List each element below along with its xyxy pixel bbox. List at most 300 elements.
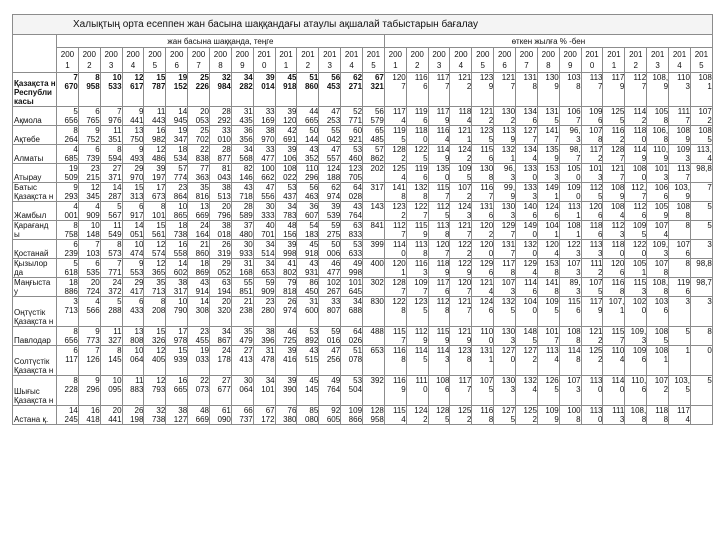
cell-text: 107 <box>698 107 712 116</box>
cell-text: 4 <box>95 297 100 306</box>
cell-text: 8 <box>445 230 450 239</box>
cell-text: 34 <box>287 202 297 211</box>
cell-text: 25 <box>200 73 210 82</box>
percent-cell <box>384 221 406 240</box>
income-cell <box>57 376 79 406</box>
income-cell <box>231 406 253 425</box>
table-row <box>13 327 713 346</box>
cell-text: 6 <box>554 211 559 220</box>
cell-text: 478 <box>261 355 275 364</box>
cell-text: 34 <box>243 73 253 82</box>
percent-cell <box>428 278 450 297</box>
cell-text: 108 <box>632 164 647 173</box>
cell-text: 89, <box>569 278 581 287</box>
cell-text: 86 <box>309 278 319 287</box>
percent-cell <box>669 278 691 297</box>
cell-text: 0 <box>641 135 647 144</box>
percent-cell <box>450 107 472 126</box>
cell-text: 98,7 <box>696 278 712 287</box>
cell-text: 112 <box>633 202 647 211</box>
income-cell <box>122 406 144 425</box>
cell-text: 79 <box>287 278 297 287</box>
percent-cell <box>581 406 603 425</box>
income-cell <box>144 73 166 107</box>
year-text: 200 <box>126 50 140 59</box>
income-cell <box>78 259 100 278</box>
cell-text: 7 <box>466 287 472 296</box>
cell-text: 860 <box>304 82 319 91</box>
cell-text: 579 <box>370 116 384 125</box>
cell-text: 5 <box>466 173 472 182</box>
year-text: 200 <box>104 50 118 59</box>
income-cell <box>210 183 232 202</box>
cell-text: 4 <box>73 145 78 154</box>
cell-text: 11 <box>135 376 144 385</box>
cell-text: 107 <box>589 126 603 135</box>
cell-text: 892 <box>304 336 319 345</box>
cell-text: 998 <box>283 249 297 258</box>
cell-text: 156 <box>283 230 297 239</box>
cell-text: 10 <box>178 202 188 211</box>
income-cell <box>363 406 385 425</box>
income-cell <box>341 107 363 126</box>
region-name: Қарағанд ы <box>13 221 57 240</box>
cell-text: 164 <box>195 230 210 239</box>
cell-text: 134 <box>523 107 537 116</box>
cell-text: 108 <box>610 202 625 211</box>
income-cell <box>297 107 319 126</box>
income-cell <box>210 240 232 259</box>
cell-text: 738 <box>173 230 188 239</box>
year-header <box>384 48 406 73</box>
percent-cell <box>494 278 516 297</box>
cell-text: 3 <box>619 415 625 424</box>
cell-text: 5 <box>554 385 559 394</box>
cell-text: 8 <box>663 268 669 277</box>
income-cell <box>57 202 79 221</box>
percent-cell <box>647 346 669 376</box>
year-text: 201 <box>344 50 359 59</box>
cell-text: 115 <box>392 406 406 415</box>
percent-cell <box>690 278 712 297</box>
percent-cell <box>690 259 712 278</box>
cell-text: 701 <box>261 230 275 239</box>
cell-text: 321 <box>370 82 384 91</box>
cell-text: 55 <box>243 278 253 287</box>
cell-text: 53 <box>353 240 363 249</box>
cell-text: 23 <box>90 164 100 173</box>
cell-text: 7 <box>685 173 690 182</box>
cell-text: 6 <box>641 385 647 394</box>
cell-text: 152 <box>173 82 188 91</box>
percent-cell <box>472 259 494 278</box>
income-cell <box>144 126 166 145</box>
cell-text: 0 <box>401 249 406 258</box>
cell-text: 30 <box>243 240 253 249</box>
cell-text: 6 <box>663 306 669 315</box>
income-cell <box>253 145 275 164</box>
income-cell <box>166 202 188 221</box>
table-row <box>13 126 713 145</box>
percent-cell <box>690 164 712 183</box>
year-header <box>231 48 253 73</box>
cell-text: 53 <box>287 183 297 192</box>
cell-text: 120 <box>436 240 450 249</box>
percent-cell <box>516 406 538 425</box>
cell-text: 47 <box>331 346 341 355</box>
income-cell <box>100 164 122 183</box>
cell-text: 19 <box>68 164 78 173</box>
cell-text: 435 <box>239 116 253 125</box>
cell-text: 116 <box>414 259 428 268</box>
cell-text: 317 <box>370 183 384 192</box>
income-cell <box>166 327 188 346</box>
cell-text: 38 <box>221 183 231 192</box>
table-row <box>13 278 713 297</box>
percent-cell <box>647 202 669 221</box>
cell-text: 5 <box>598 192 603 201</box>
cell-text: 5 <box>488 135 494 144</box>
percent-cell <box>625 221 647 240</box>
percent-cell <box>669 259 691 278</box>
percent-cell <box>647 297 669 327</box>
percent-cell <box>603 240 625 259</box>
cell-text: 132 <box>523 240 537 249</box>
cell-text: 443 <box>151 116 166 125</box>
cell-text: 6 <box>598 230 603 239</box>
income-cell <box>100 278 122 297</box>
cell-text: 124 <box>457 145 472 154</box>
income-cell <box>122 73 144 107</box>
cell-text: 45 <box>309 240 319 249</box>
cell-text: 105 <box>567 164 581 173</box>
cell-text: 14 <box>200 297 210 306</box>
cell-text: 38 <box>178 406 188 415</box>
cell-text: 48 <box>287 221 297 230</box>
cell-text: 6 <box>73 240 78 249</box>
cell-text: 7 <box>554 336 559 345</box>
percent-cell <box>581 346 603 376</box>
cell-text: 9 <box>663 82 669 91</box>
year-header <box>690 48 712 73</box>
income-cell <box>100 126 122 145</box>
cell-text: 38 <box>265 327 275 336</box>
year-header <box>559 48 581 73</box>
cell-text: 006 <box>326 249 341 258</box>
cell-text: 5 <box>619 116 625 125</box>
income-cell <box>341 406 363 425</box>
income-cell <box>100 240 122 259</box>
cell-text: 168 <box>239 268 253 277</box>
cell-text: 5 <box>685 327 690 336</box>
cell-text: 21 <box>200 240 210 249</box>
cell-text: 11 <box>156 107 166 116</box>
cell-text: 43 <box>309 145 319 154</box>
income-cell <box>57 221 79 240</box>
percent-cell <box>537 126 559 145</box>
percent-cell <box>406 259 428 278</box>
cell-text: 198 <box>130 415 144 424</box>
income-cell <box>319 278 341 297</box>
cell-text: 130 <box>501 327 516 336</box>
income-cell <box>231 73 253 107</box>
table-row <box>13 221 713 240</box>
year-text: 201 <box>629 50 643 59</box>
cell-text: 38 <box>221 221 231 230</box>
cell-text: 016 <box>326 336 341 345</box>
cell-text: 1 <box>466 135 472 144</box>
cell-text: 477 <box>261 154 275 163</box>
cell-text: 3 <box>685 297 690 306</box>
cell-text: 5 <box>423 306 428 315</box>
cell-text: 129 <box>479 259 494 268</box>
percent-cell <box>384 126 406 145</box>
percent-cell <box>428 126 450 145</box>
cell-text: 18 <box>178 221 188 230</box>
cell-text: 23 <box>178 183 188 192</box>
cell-text: 865 <box>173 211 188 220</box>
cell-text: 808 <box>130 336 144 345</box>
cell-text: 20 <box>221 297 231 306</box>
cell-text: 172 <box>261 415 275 424</box>
cell-text: 7 <box>423 287 428 296</box>
cell-text: 122 <box>414 145 428 154</box>
percent-cell <box>516 376 538 406</box>
income-cell <box>297 278 319 297</box>
income-cell <box>253 297 275 327</box>
cell-text: 7 <box>576 116 581 125</box>
cell-text: 22 <box>200 145 210 154</box>
percent-cell <box>581 240 603 259</box>
cell-text: 76 <box>287 406 297 415</box>
percent-cell <box>537 107 559 126</box>
cell-text: 5 <box>641 230 647 239</box>
year-text: 200 <box>191 50 206 59</box>
percent-cell <box>603 73 625 107</box>
cell-text: 96, <box>569 126 581 135</box>
cell-text: 6 <box>488 211 494 220</box>
income-cell <box>100 145 122 164</box>
cell-text: 549 <box>108 230 122 239</box>
percent-cell <box>669 376 691 406</box>
cell-text: 119 <box>677 278 690 287</box>
cell-text: 112, <box>631 183 647 192</box>
cell-text: 051 <box>130 230 144 239</box>
cell-text: 970 <box>261 135 275 144</box>
percent-cell <box>537 145 559 164</box>
cell-text: 4 <box>663 230 669 239</box>
income-cell <box>319 259 341 278</box>
cell-text: 7 <box>401 230 406 239</box>
cell-text: 117 <box>436 73 450 82</box>
percent-cell <box>516 126 538 145</box>
year-text: 200 <box>213 50 228 59</box>
table-row <box>13 376 713 406</box>
cell-text: 400 <box>370 259 384 268</box>
cell-text: 6 <box>685 287 690 296</box>
cell-text: 656 <box>64 336 78 345</box>
percent-cell <box>516 346 538 376</box>
cell-text: 12 <box>156 376 166 385</box>
cell-text: 282 <box>239 82 253 91</box>
cell-text: 8 <box>576 82 581 91</box>
cell-text: 883 <box>130 385 144 394</box>
income-cell <box>275 240 297 259</box>
cell-text: 0 <box>707 346 712 355</box>
cell-text: 3 <box>510 385 516 394</box>
cell-text: 607 <box>304 211 319 220</box>
cell-text: 372 <box>108 287 122 296</box>
percent-cell <box>603 183 625 202</box>
percent-cell <box>450 259 472 278</box>
cell-text: 6 <box>532 116 537 125</box>
income-cell <box>341 164 363 183</box>
income-cell <box>297 297 319 327</box>
cell-text: 18 <box>200 259 210 268</box>
cell-text: 0 <box>619 249 625 258</box>
cell-text: 106, <box>652 126 669 135</box>
cell-text: 738 <box>151 415 166 424</box>
cell-text: 103 <box>86 249 100 258</box>
cell-text: 122 <box>632 240 647 249</box>
percent-cell <box>647 145 669 164</box>
cell-text: 493 <box>130 154 144 163</box>
percent-cell <box>472 202 494 221</box>
cell-text: 539 <box>326 211 341 220</box>
year-header <box>100 48 122 73</box>
percent-cell <box>428 202 450 221</box>
income-cell <box>253 107 275 126</box>
cell-text: 119 <box>414 107 428 116</box>
percent-cell <box>647 327 669 346</box>
year-header <box>516 48 538 73</box>
percent-cell <box>690 297 712 327</box>
cell-text: 112 <box>436 297 450 306</box>
cell-text: 7 <box>466 385 472 394</box>
cell-text: 107 <box>479 376 494 385</box>
cell-text: 718 <box>239 192 253 201</box>
percent-cell <box>559 202 581 221</box>
income-cell <box>166 145 188 164</box>
cell-text: 4 <box>532 385 537 394</box>
income-cell <box>210 126 232 145</box>
cell-text: 1 <box>510 154 516 163</box>
percent-cell <box>494 126 516 145</box>
cell-text: 33 <box>265 107 275 116</box>
cell-text: 39 <box>287 145 297 154</box>
percent-cell <box>581 376 603 406</box>
cell-text: 113 <box>414 240 428 249</box>
cell-text: 130 <box>501 376 516 385</box>
income-cell <box>122 240 144 259</box>
cell-text: 121 <box>457 126 472 135</box>
percent-cell <box>559 240 581 259</box>
percent-cell <box>450 346 472 376</box>
cell-text: 7 <box>619 336 625 345</box>
cell-text: 705 <box>348 173 363 182</box>
income-cell <box>57 145 79 164</box>
cell-text: 725 <box>283 336 297 345</box>
cell-text: 8 <box>95 73 100 82</box>
table-row <box>13 240 713 259</box>
cell-text: 109 <box>348 406 363 415</box>
cell-text: 124 <box>545 202 559 211</box>
cell-text: 122 <box>457 240 472 249</box>
cell-text: 104 <box>523 297 537 306</box>
cell-text: 5 <box>707 202 712 211</box>
cell-text: 8 <box>707 327 712 336</box>
cell-text: 51 <box>309 73 319 82</box>
cell-text: 130 <box>479 164 494 173</box>
cell-text: 4 <box>532 268 537 277</box>
cell-text: 16 <box>90 406 100 415</box>
group-header-percent: өткен жылға % -бен <box>384 35 712 48</box>
percent-cell <box>603 126 625 145</box>
cell-text: 66 <box>243 406 253 415</box>
cell-text: 120 <box>392 73 406 82</box>
percent-cell <box>494 346 516 376</box>
percent-cell <box>603 259 625 278</box>
income-cell <box>231 240 253 259</box>
year-text: 201 <box>279 50 293 59</box>
cell-text: 31 <box>243 107 253 116</box>
year-header <box>625 48 647 73</box>
cell-text: 105 <box>654 202 669 211</box>
cell-text: 133 <box>523 164 537 173</box>
year-text: 4 <box>677 61 682 70</box>
cell-text: 1 <box>576 211 581 220</box>
percent-cell <box>428 183 450 202</box>
percent-cell <box>690 327 712 346</box>
percent-cell <box>450 278 472 297</box>
cell-text: 2 <box>423 415 428 424</box>
cell-text: 392 <box>370 376 384 385</box>
cell-text: 5 <box>401 135 406 144</box>
income-cell <box>100 346 122 376</box>
cell-text: 108 <box>654 346 669 355</box>
percent-cell <box>581 145 603 164</box>
percent-cell <box>581 107 603 126</box>
cell-text: 313 <box>130 192 144 201</box>
cell-text: 107 <box>457 183 472 192</box>
cell-text: 568 <box>239 154 253 163</box>
percent-cell <box>625 406 647 425</box>
percent-cell <box>669 183 691 202</box>
income-cell <box>363 183 385 202</box>
year-header <box>253 48 275 73</box>
cell-text: 3 <box>510 336 516 345</box>
cell-text: 12 <box>156 346 166 355</box>
cell-text: 113 <box>589 406 603 415</box>
income-cell <box>231 202 253 221</box>
year-text: 2 <box>414 61 420 70</box>
cell-text: 939 <box>173 355 188 364</box>
cell-text: 59 <box>331 221 341 230</box>
cell-text: 866 <box>348 415 363 424</box>
income-cell <box>319 327 341 346</box>
cell-text: 132 <box>523 376 537 385</box>
year-text: 2 <box>633 61 638 70</box>
cell-text: 479 <box>239 336 253 345</box>
income-cell <box>210 73 232 107</box>
cell-text: 117 <box>65 355 78 364</box>
cell-text: 8 <box>488 173 494 182</box>
cell-text: 6 <box>445 385 450 394</box>
cell-text: 107, <box>608 297 625 306</box>
cell-text: 8 <box>73 221 78 230</box>
cell-text: 114 <box>567 346 581 355</box>
cell-text: 24 <box>200 221 210 230</box>
